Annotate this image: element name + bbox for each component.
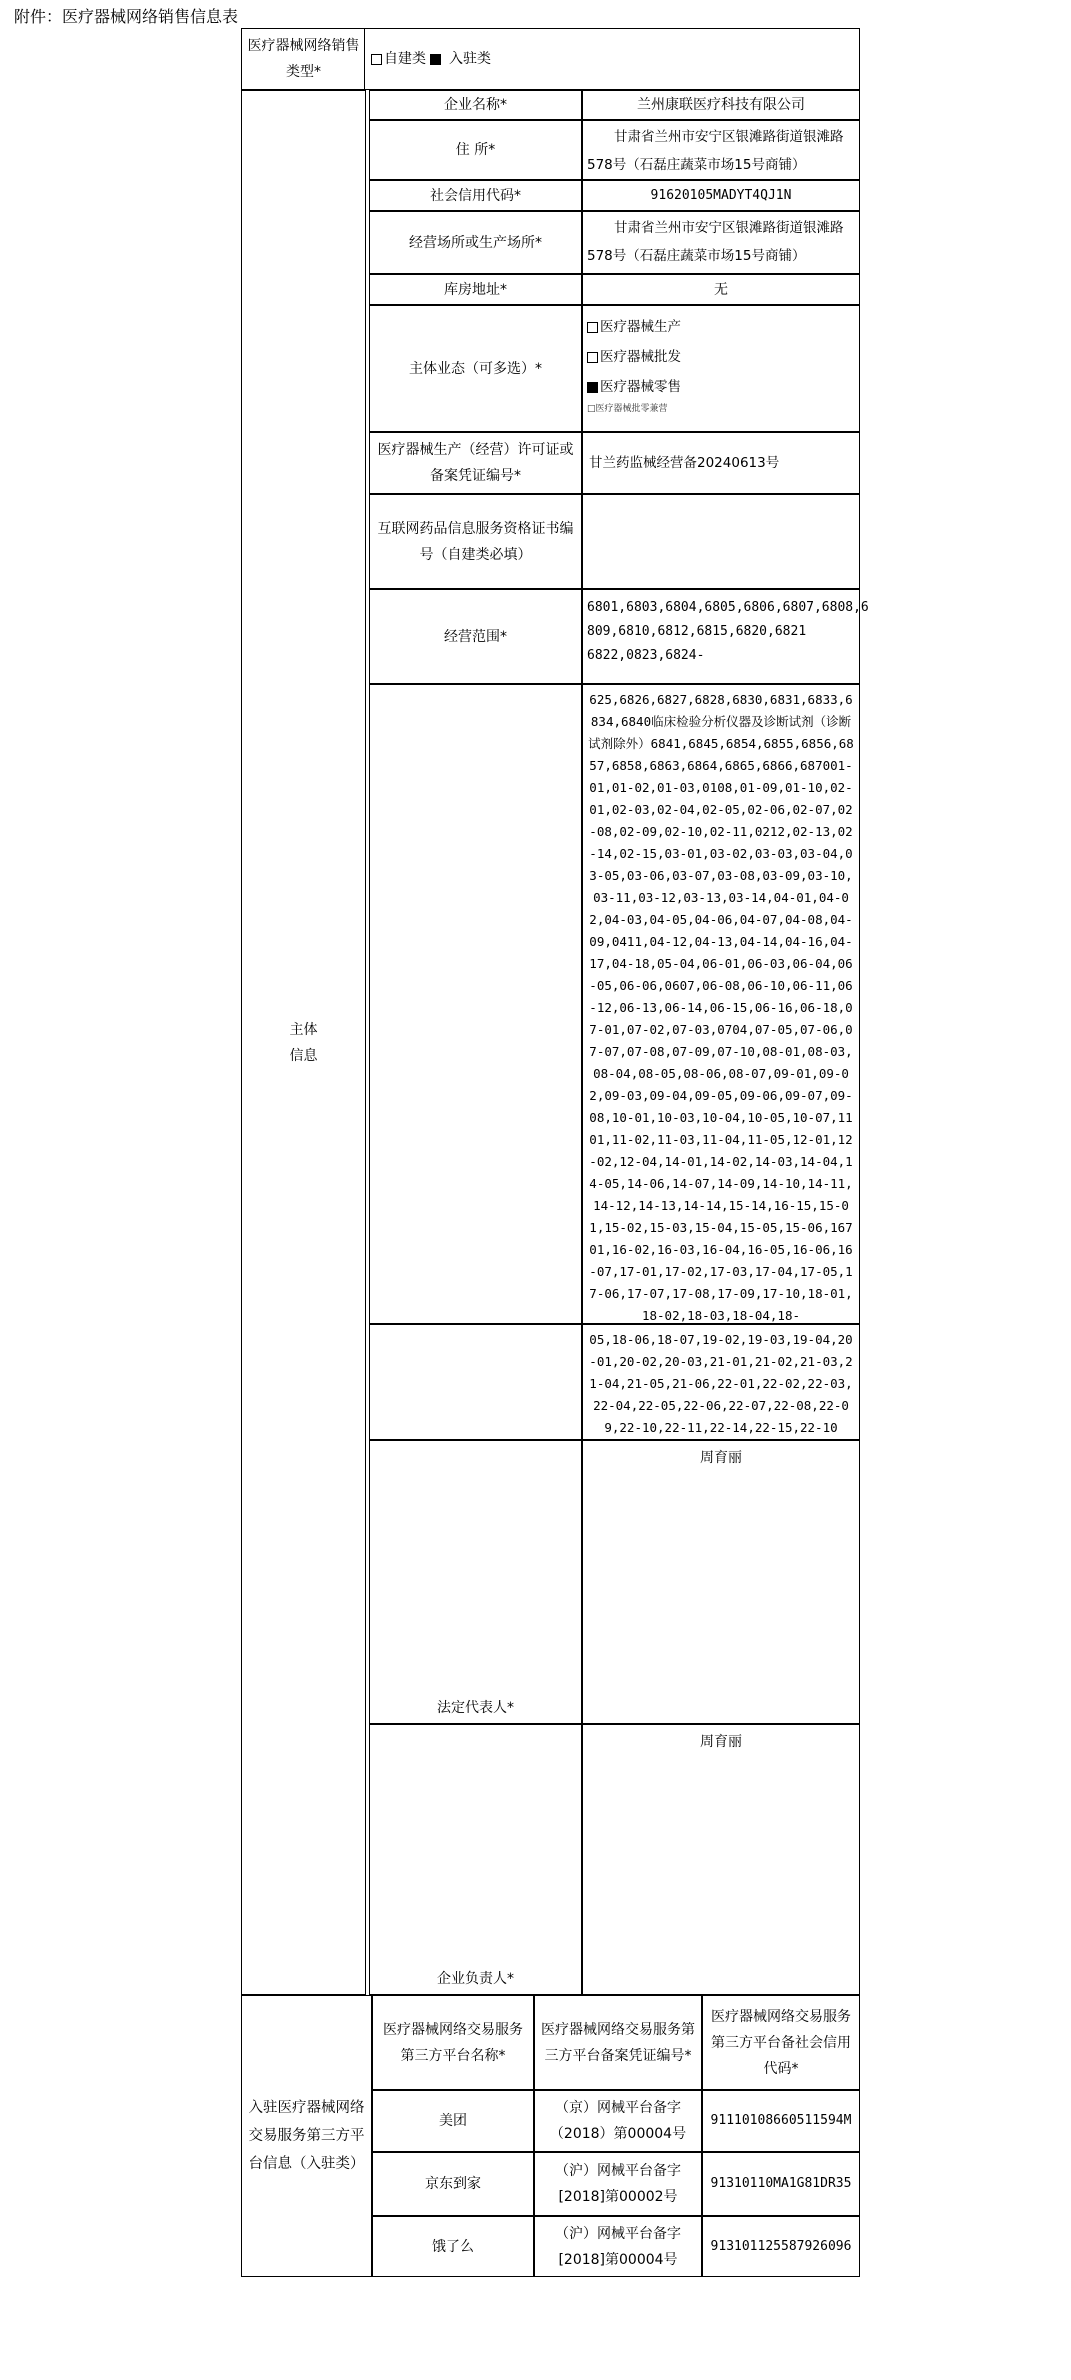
platform-label-cell <box>241 1995 372 2277</box>
type-label-cell <box>241 28 366 90</box>
status-option-wholesale: 医疗器械批发 <box>587 342 855 372</box>
warehouse-value: 无 <box>582 274 860 305</box>
platform-header-code: 医疗器械网络交易服务第三方平台备社会信用代码* <box>702 1995 860 2090</box>
main-info-label-1: 主体 <box>289 1021 318 1038</box>
scope-line-1: 6801,6803,6804,6805,6806,6807,6808,6 <box>587 600 869 615</box>
status-option-production: 医疗器械生产 <box>587 312 855 342</box>
status-option-retail: 医疗器械零售 <box>587 372 855 402</box>
platform-row-2-code: 91310110MA1G81DR35 <box>702 2152 860 2216</box>
business-place-label: 经营场所或生产场所* <box>369 211 582 274</box>
status-note: □医疗器械批零兼营 <box>587 404 668 414</box>
platform-row-3-code: 913101125587926096 <box>702 2216 860 2277</box>
type-option-self: 自建类 <box>384 51 426 67</box>
scope-cont-label-2 <box>369 1324 582 1440</box>
scope-continuation-2: 05,18-06,18-07,19-02,19-03,19-04,20-01,20-02,20-03,21-01,21-02,21-03,21-04,21-05,21-06,22-01,22-02,22-03,22-04,22-05,22-06,22-07,22-08,22-09,22-10,22-11,22-14,22-15,22-10 <box>582 1324 860 1440</box>
principal-label: 企业负责人* <box>369 1724 582 1995</box>
platform-header-name: 医疗器械网络交易服务第三方平台名称* <box>372 1995 534 2090</box>
internet-cert-label: 互联网药品信息服务资格证书编号（自建类必填） <box>369 494 582 589</box>
status-options <box>582 305 860 432</box>
license-label: 医疗器械生产（经营）许可证或备案凭证编号* <box>369 432 582 494</box>
checkbox-empty-icon <box>371 54 382 65</box>
platform-row-3-record: （沪）网械平台备字[2018]第00004号 <box>534 2216 702 2277</box>
platform-label: 入驻医疗器械网络交易服务第三方平台信息（入驻类） <box>248 2100 365 2172</box>
main-info-label-cell <box>241 90 366 1995</box>
platform-row-2-name: 京东到家 <box>372 2152 534 2216</box>
checkbox-filled-icon <box>587 382 598 393</box>
scope-label: 经营范围* <box>369 589 582 684</box>
legal-rep-value: 周育丽 <box>582 1440 860 1724</box>
type-label: 医疗器械网络销售类型* <box>247 38 360 80</box>
platform-row-1-code: 91110108660511594M <box>702 2090 860 2152</box>
type-value-cell <box>364 28 860 90</box>
company-name-label: 企业名称* <box>369 90 582 120</box>
document-header: 附件：医疗器械网络销售信息表 <box>14 7 239 26</box>
scope-continuation-1: 625,6826,6827,6828,6830,6831,6833,6834,6840临床检验分析仪器及诊断试剂（诊断试剂除外）6841,6845,6854,6855,6856,6857,6858,6863,6864,6865,6866,687001-01,01-02,01-03,0108,01-09,01-10,02-01,02-03,02-04,02-05,02-06,02-07,02-08,02-09,02-10,02-11,0212,02-13,02-14,02-15,03-01,03-02,03-03,03-04,03-05,03-06,03-07,03-08,03-09,03-10,03-11,03-12,03-13,03-14,04-01,04-02,04-03,04-05,04-06,04-07,04-08,04-09,0411,04-12,04-13,04-14,04-16,04-17,04-18,05-04,06-01,06-03,06-04,06-05,06-06,0607,06-08,06-10,06-11,06-12,06-13,06-14,06-15,06-16,06-18,07-01,07-02,07-03,0704,07-05,07-06,07-07,07-08,07-09,07-10,08-01,08-03,08-04,08-05,08-06,08-07,09-01,09-02,09-03,09-04,09-05,09-06,09-07,09-08,10-01,10-03,10-04,10-05,10-07,1101,11-02,11-03,11-04,11-05,12-01,12-02,12-04,14-01,14-02,14-03,14-04,14-05,14-06,14-07,14-09,14-10,14-11,14-12,14-13,14-14,15-14,16-15,15-01,15-02,15-03,15-04,15-05,15-06,16701,16-02,16-03,16-04,16-05,16-06,16-07,17-01,17-02,17-03,17-04,17-05,17-06,17-07,17-08,17-09,17-10,18-01,18-02,18-03,18-04,18- <box>582 684 860 1324</box>
license-value: 甘兰药监械经营备20240613号 <box>582 432 860 494</box>
credit-code-value: 91620105MADYT4QJ1N <box>582 180 860 211</box>
platform-row-1-record: （京）网械平台备字（2018）第00004号 <box>534 2090 702 2152</box>
principal-value: 周育丽 <box>582 1724 860 1995</box>
scope-value <box>582 589 869 684</box>
business-place-value: 甘肃省兰州市安宁区银滩路街道银滩路578号（石磊庄蔬菜市场15号商铺） <box>582 211 860 274</box>
platform-row-3-name: 饿了么 <box>372 2216 534 2277</box>
company-name-value: 兰州康联医疗科技有限公司 <box>582 90 860 120</box>
internet-cert-value <box>582 494 860 589</box>
checkbox-empty-icon <box>587 352 598 363</box>
credit-code-label: 社会信用代码* <box>369 180 582 211</box>
warehouse-label: 库房地址* <box>369 274 582 305</box>
address-label: 住 所* <box>369 120 582 180</box>
legal-rep-label: 法定代表人* <box>369 1440 582 1724</box>
address-value: 甘肃省兰州市安宁区银滩路街道银滩路578号（石磊庄蔬菜市场15号商铺） <box>582 120 860 180</box>
scope-line-3: 6822,0823,6824- <box>587 648 705 663</box>
scope-cont-label-1 <box>369 684 582 1324</box>
main-info-label-2: 信息 <box>289 1047 318 1064</box>
platform-header-record: 医疗器械网络交易服务第三方平台备案凭证编号* <box>534 1995 702 2090</box>
platform-row-2-record: （沪）网械平台备字[2018]第00002号 <box>534 2152 702 2216</box>
checkbox-filled-icon <box>430 54 441 65</box>
checkbox-empty-icon <box>587 322 598 333</box>
type-option-settled: 入驻类 <box>449 51 491 67</box>
platform-row-1-name: 美团 <box>372 2090 534 2152</box>
scope-line-2: 809,6810,6812,6815,6820,6821 <box>587 624 807 639</box>
status-label: 主体业态（可多选）* <box>369 305 582 432</box>
